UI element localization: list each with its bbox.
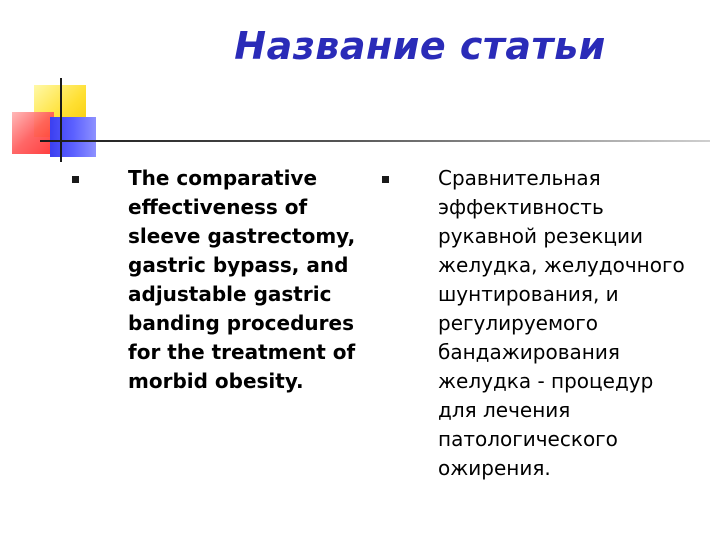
- bullet-square-icon: [72, 176, 79, 183]
- english-title-text: The comparative effectiveness of sleeve gastrectomy, gastric bypass, and adjustable gastric banding procedures for the treatment of morbid obesity.: [128, 166, 356, 393]
- decorative-vertical-line: [60, 78, 62, 162]
- decorative-red-square: [12, 112, 54, 154]
- bullet-square-icon: [382, 176, 389, 183]
- decorative-blue-square: [50, 117, 96, 157]
- title-underline: [40, 140, 710, 142]
- slide-title: Название статьи: [234, 24, 606, 68]
- russian-title-text: Сравнительная эффективность рукавной резекции желудка, желудочного шунтирования, и регулируемого бандажирования желудка - процедур для лечения патологического ожирения.: [438, 166, 685, 480]
